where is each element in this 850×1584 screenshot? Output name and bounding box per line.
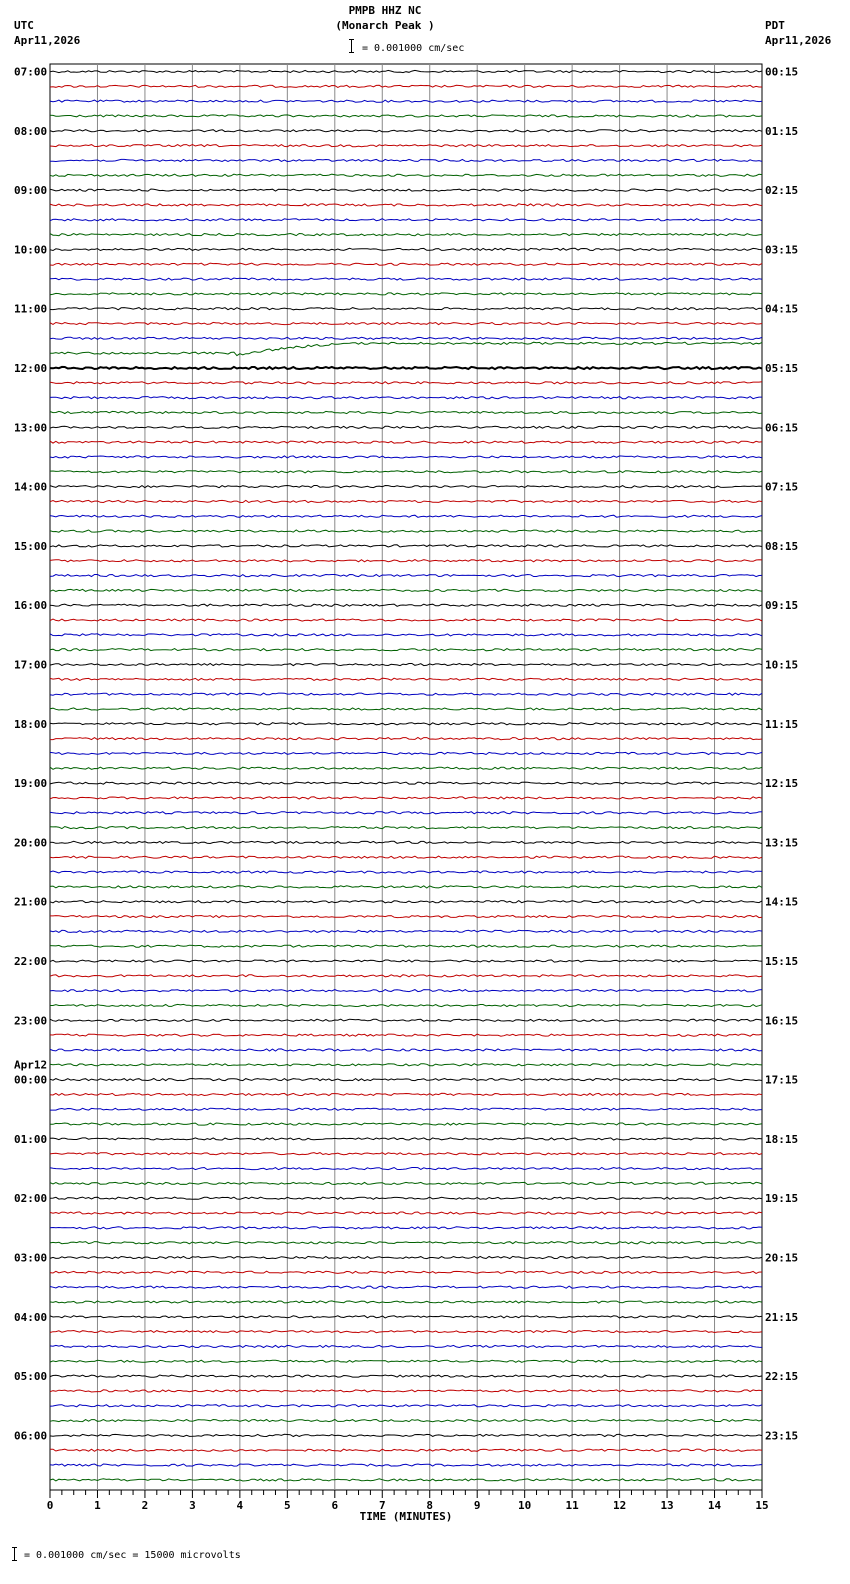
- trace-0500-2: [50, 1390, 762, 1392]
- x-tick-label: 12: [612, 1499, 627, 1512]
- trace-0400-1: [50, 1316, 762, 1318]
- right-date: Apr11,2026: [765, 34, 832, 47]
- trace-0700-3: [50, 100, 762, 102]
- scale-text: = 0.001000 cm/sec: [362, 43, 465, 54]
- left-hour-label: 06:00: [14, 1429, 48, 1443]
- trace-1400-3: [50, 515, 762, 517]
- trace-1500-2: [50, 560, 762, 562]
- x-tick-label: 9: [473, 1499, 481, 1512]
- trace-1000-1: [50, 248, 762, 250]
- right-hour-label: 20:15: [765, 1251, 799, 1265]
- trace-1700-1: [50, 663, 762, 665]
- trace-0300-3: [50, 1286, 762, 1288]
- trace-1800-2: [50, 738, 762, 740]
- trace-2200-3: [50, 990, 762, 992]
- trace-2200-2: [50, 975, 762, 977]
- right-hour-label: 00:15: [765, 65, 799, 79]
- left-hour-label: 15:00: [14, 539, 48, 553]
- trace-1200-2: [50, 382, 762, 384]
- left-date: Apr11,2026: [14, 34, 81, 47]
- trace-0900-1: [50, 189, 762, 191]
- trace-1000-3: [50, 278, 762, 280]
- x-tick-label: 14: [707, 1499, 722, 1512]
- trace-1400-1: [50, 486, 762, 488]
- trace-2000-2: [50, 856, 762, 858]
- left-hour-label: 03:00: [14, 1251, 48, 1265]
- trace-0000-3: [50, 1108, 762, 1110]
- left-hour-label: 08:00: [14, 124, 48, 138]
- trace-1300-1: [50, 426, 762, 428]
- trace-0200-1: [50, 1197, 762, 1199]
- trace-0000-2: [50, 1093, 762, 1095]
- trace-0600-2: [50, 1449, 762, 1451]
- left-hour-label: 13:00: [14, 421, 48, 435]
- trace-0900-2: [50, 204, 762, 206]
- trace-0800-4: [50, 174, 762, 176]
- right-timezone: PDT: [765, 19, 785, 32]
- trace-0100-4: [50, 1182, 762, 1184]
- trace-2100-3: [50, 930, 762, 932]
- trace-2000-3: [50, 871, 762, 873]
- x-tick-label: 5: [284, 1499, 291, 1512]
- right-hour-label: 05:15: [765, 362, 799, 375]
- x-tick-label: 0: [46, 1499, 54, 1512]
- left-hour-label: 02:00: [14, 1192, 48, 1206]
- trace-0700-4: [50, 115, 762, 117]
- left-hour-label: 04:00: [14, 1310, 48, 1324]
- date-change-label: Apr12: [14, 1058, 48, 1072]
- left-hour-label: 07:00: [14, 65, 48, 79]
- trace-2300-1: [50, 1019, 762, 1021]
- left-hour-label: 19:00: [14, 777, 48, 791]
- right-hour-label: 02:15: [765, 184, 799, 198]
- right-hour-label: 10:15: [765, 658, 799, 672]
- right-hour-label: 06:15: [765, 421, 799, 435]
- trace-2200-4: [50, 1004, 762, 1006]
- right-hour-label: 01:15: [765, 124, 799, 138]
- right-hour-label: 16:15: [765, 1014, 799, 1028]
- trace-0800-1: [50, 130, 762, 132]
- trace-1500-4: [50, 589, 762, 591]
- right-hour-label: 19:15: [765, 1192, 799, 1206]
- right-hour-label: 09:15: [765, 599, 799, 613]
- trace-2300-4: [50, 1064, 762, 1066]
- x-tick-label: 3: [189, 1499, 196, 1512]
- footer-scale-text: = 0.001000 cm/sec = 15000 microvolts: [24, 1550, 241, 1561]
- trace-0400-2: [50, 1331, 762, 1333]
- trace-1600-4: [50, 649, 762, 651]
- right-hour-label: 03:15: [765, 243, 799, 257]
- x-tick-label: 4: [236, 1499, 244, 1512]
- x-tick-label: 1: [94, 1499, 101, 1512]
- trace-1200-3: [50, 397, 762, 399]
- trace-0700-1: [50, 70, 762, 72]
- right-hour-label: 23:15: [765, 1429, 799, 1443]
- trace-0100-2: [50, 1153, 762, 1155]
- trace-0800-3: [50, 159, 762, 161]
- trace-0700-2: [50, 85, 762, 87]
- trace-0500-1: [50, 1375, 762, 1377]
- trace-1800-4: [50, 767, 762, 769]
- trace-2000-4: [50, 886, 762, 888]
- trace-2200-1: [50, 960, 762, 962]
- trace-1100-4: [50, 342, 762, 355]
- x-tick-label: 11: [565, 1499, 579, 1512]
- trace-1600-3: [50, 634, 762, 636]
- left-hour-label: 11:00: [14, 302, 48, 316]
- trace-1100-2: [50, 322, 762, 324]
- left-hour-label: 20:00: [14, 836, 48, 850]
- plot-frame: [50, 64, 762, 1490]
- footer-scale-cap-bottom: [12, 1560, 17, 1561]
- right-hour-label: 13:15: [765, 836, 799, 850]
- right-hour-label: 15:15: [765, 955, 799, 968]
- trace-0600-1: [50, 1434, 762, 1436]
- trace-0300-2: [50, 1271, 762, 1273]
- trace-2100-1: [50, 901, 762, 903]
- trace-1700-2: [50, 678, 762, 680]
- left-hour-label: 22:00: [14, 955, 48, 968]
- trace-1000-4: [50, 293, 762, 295]
- trace-1400-2: [50, 500, 762, 502]
- trace-0300-1: [50, 1256, 762, 1258]
- trace-1700-3: [50, 693, 762, 695]
- right-hour-label: 18:15: [765, 1132, 799, 1146]
- trace-1300-3: [50, 456, 762, 458]
- trace-0600-4: [50, 1479, 762, 1481]
- trace-0000-1: [50, 1079, 762, 1081]
- trace-0200-2: [50, 1212, 762, 1214]
- left-hour-label: 23:00: [14, 1014, 48, 1028]
- trace-1000-2: [50, 263, 762, 265]
- trace-0100-3: [50, 1168, 762, 1170]
- left-hour-label: 17:00: [14, 658, 48, 672]
- trace-0000-4: [50, 1123, 762, 1125]
- x-tick-label: 6: [331, 1499, 339, 1512]
- left-hour-label: 05:00: [14, 1370, 48, 1384]
- left-hour-label: 18:00: [14, 717, 48, 731]
- trace-1100-1: [50, 308, 762, 310]
- x-axis-label: TIME (MINUTES): [359, 1510, 453, 1523]
- left-hour-label: 09:00: [14, 184, 48, 198]
- x-tick-label: 15: [755, 1499, 769, 1512]
- right-hour-label: 11:15: [765, 717, 799, 731]
- left-timezone: UTC: [14, 19, 34, 32]
- right-hour-label: 22:15: [765, 1370, 799, 1384]
- left-hour-label: 12:00: [14, 362, 48, 375]
- trace-0600-3: [50, 1464, 762, 1466]
- x-tick-label: 8: [426, 1499, 434, 1512]
- trace-1500-3: [50, 575, 762, 577]
- trace-0200-3: [50, 1227, 762, 1229]
- trace-1200-4: [50, 411, 762, 413]
- trace-0500-3: [50, 1405, 762, 1407]
- trace-0900-3: [50, 219, 762, 221]
- trace-1900-3: [50, 812, 762, 814]
- trace-1900-1: [50, 782, 762, 784]
- trace-0200-4: [50, 1242, 762, 1244]
- trace-0300-4: [50, 1301, 762, 1303]
- trace-1300-2: [50, 441, 762, 443]
- footer-scale-cap-top: [12, 1547, 17, 1548]
- left-hour-label: 21:00: [14, 895, 48, 909]
- trace-0400-3: [50, 1345, 762, 1347]
- left-hour-label: 16:00: [14, 599, 48, 613]
- trace-0100-1: [50, 1138, 762, 1140]
- trace-1700-4: [50, 708, 762, 710]
- right-hour-label: 14:15: [765, 895, 799, 909]
- trace-1800-1: [50, 723, 762, 725]
- trace-0400-4: [50, 1360, 762, 1362]
- right-hour-label: 17:15: [765, 1073, 799, 1087]
- trace-1600-2: [50, 619, 762, 621]
- right-hour-label: 04:15: [765, 302, 799, 316]
- trace-1900-2: [50, 797, 762, 799]
- footer-scale-icon: [14, 1547, 15, 1561]
- trace-2300-3: [50, 1049, 762, 1051]
- trace-0800-2: [50, 145, 762, 147]
- left-hour-label: 01:00: [14, 1132, 48, 1146]
- trace-1100-3: [50, 337, 762, 339]
- trace-2100-4: [50, 945, 762, 947]
- left-hour-label: 14:00: [14, 480, 48, 494]
- left-hour-label: 10:00: [14, 243, 48, 257]
- trace-1800-3: [50, 752, 762, 754]
- x-tick-label: 10: [518, 1499, 532, 1512]
- right-hour-label: 21:15: [765, 1310, 799, 1324]
- trace-0500-4: [50, 1420, 762, 1422]
- title-station: PMPB HHZ NC: [348, 4, 422, 17]
- x-tick-label: 7: [378, 1499, 386, 1512]
- trace-1300-4: [50, 471, 762, 473]
- right-hour-label: 07:15: [765, 480, 799, 494]
- trace-1600-1: [50, 604, 762, 606]
- trace-1500-1: [50, 545, 762, 547]
- trace-1400-4: [50, 530, 762, 532]
- right-hour-label: 12:15: [765, 777, 799, 791]
- trace-2100-2: [50, 915, 762, 917]
- trace-2300-2: [50, 1034, 762, 1036]
- trace-1200-1: [50, 367, 762, 369]
- x-tick-label: 13: [660, 1499, 674, 1512]
- trace-0900-4: [50, 234, 762, 236]
- trace-2000-1: [50, 841, 762, 843]
- right-hour-label: 08:15: [765, 539, 799, 553]
- x-tick-label: 2: [141, 1499, 149, 1512]
- title-location: (Monarch Peak ): [335, 19, 435, 32]
- trace-1900-4: [50, 827, 762, 829]
- left-hour-label: 00:00: [14, 1073, 48, 1087]
